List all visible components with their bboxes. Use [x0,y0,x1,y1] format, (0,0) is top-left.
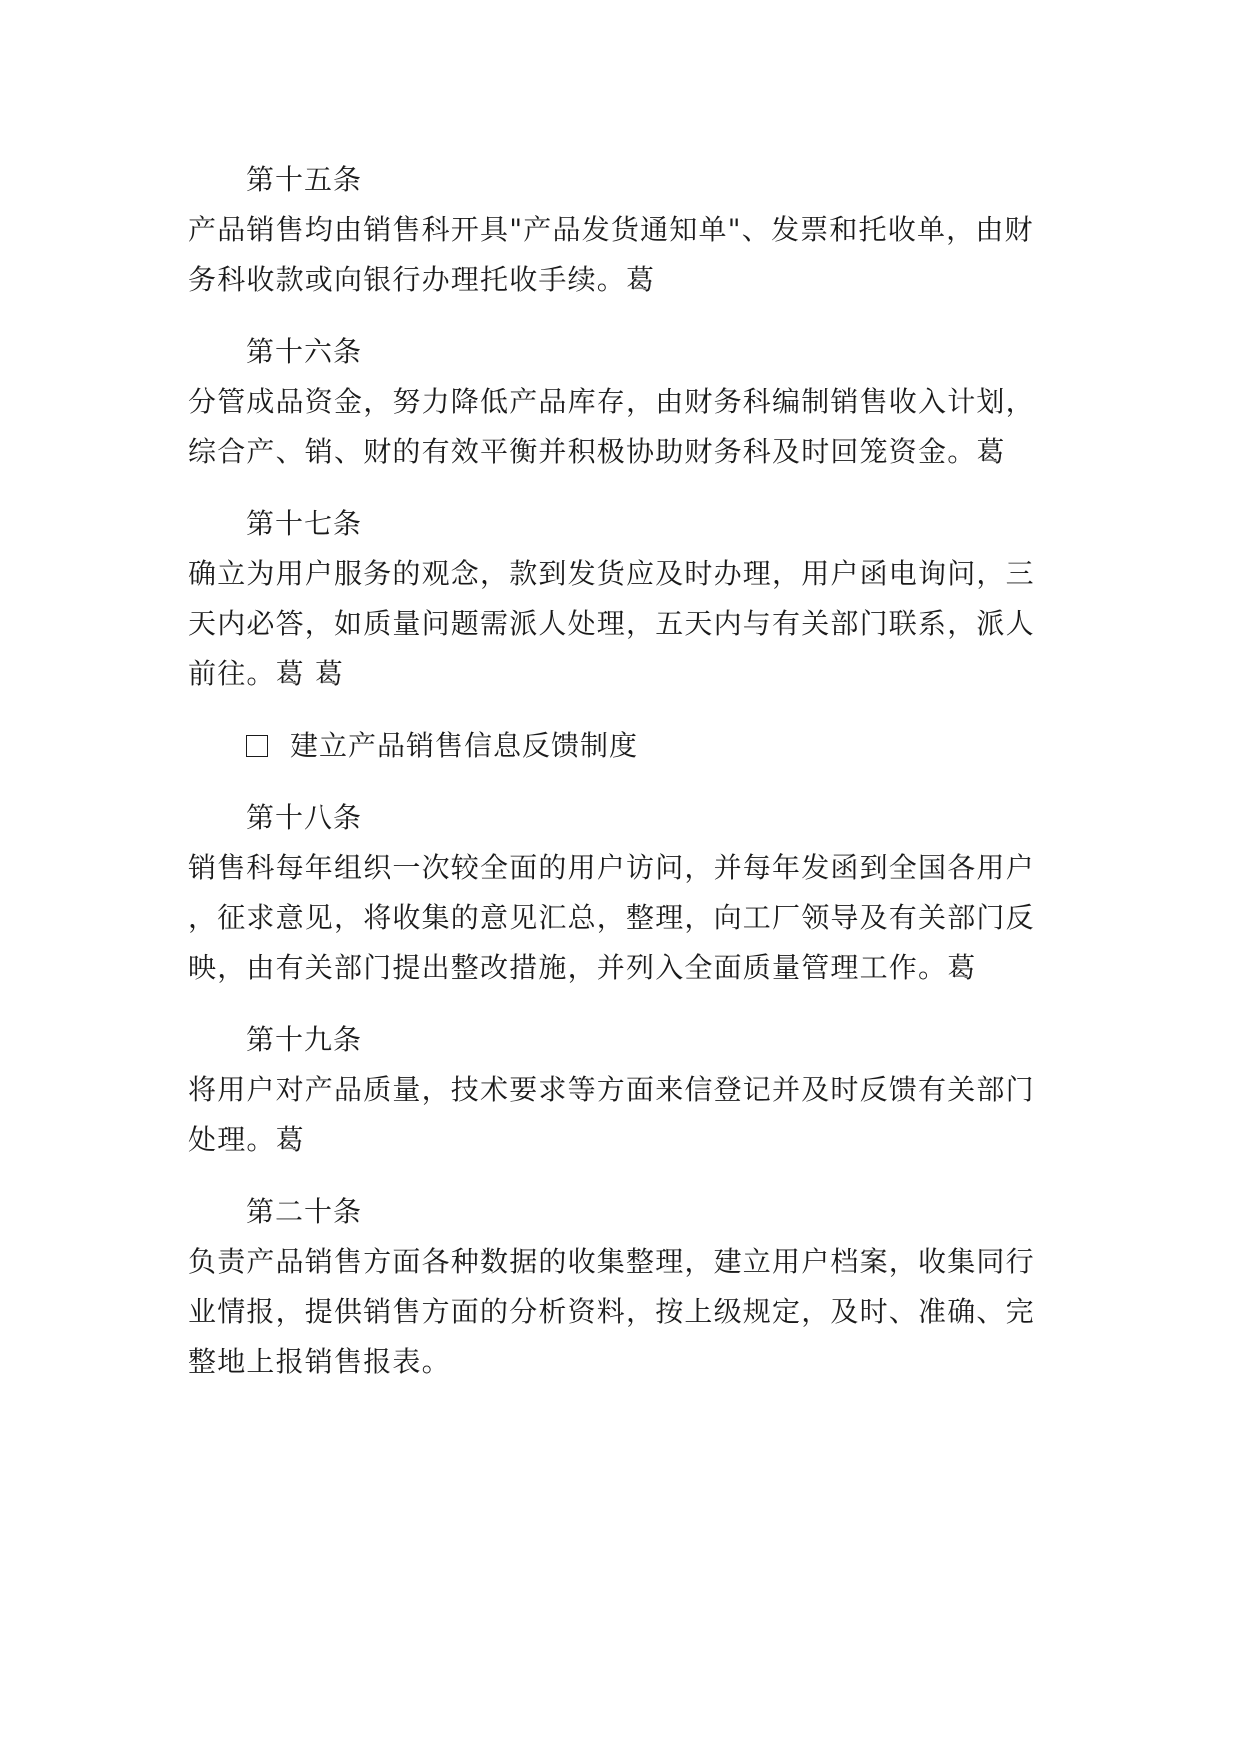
article-16 [188,327,1048,477]
text-line: 销售科每年组织一次较全面的用户访问，并每年发函到全国各用户 [188,851,1035,884]
article-text [188,1065,1048,1165]
text-line: 分管成品资金，努力降低产品库存，由财务科编制销售收入计划， [188,385,1035,418]
text-line: 前往。葛 葛 [188,657,345,690]
text-line: 映，由有关部门提出整改措施，并列入全面质量管理工作。葛 [188,951,977,984]
checkbox-icon [246,735,268,757]
article-20 [188,1187,1048,1387]
article-text [188,205,1048,305]
text-line: 整地上报销售报表。 [188,1345,451,1378]
text-line: 天内必答，如质量问题需派人处理，五天内与有关部门联系，派人 [188,607,1035,640]
article-heading: 第十五条 [246,163,363,196]
document-body [188,155,1048,1409]
text-line: 产品销售均由销售科开具"产品发货通知单"、发票和托收单，由财 [188,213,1034,246]
article-text [188,549,1048,699]
article-heading: 第十七条 [246,507,363,540]
text-line: 将用户对产品质量，技术要求等方面来信登记并及时反馈有关部门 [188,1073,1035,1106]
text-line: 务科收款或向银行办理托收手续。葛 [188,263,656,296]
subsection-heading [188,721,1048,771]
text-line: ，征求意见，将收集的意见汇总，整理，向工厂领导及有关部门反 [188,901,1035,934]
article-17 [188,499,1048,699]
article-heading: 第十九条 [246,1023,363,1056]
article-18 [188,793,1048,993]
subsection-title: 建立产品销售信息反馈制度 [290,729,639,762]
article-text [188,377,1048,477]
article-19 [188,1015,1048,1165]
text-line: 确立为用户服务的观念，款到发货应及时办理，用户函电询问，三 [188,557,1035,590]
text-line: 业情报，提供销售方面的分析资料，按上级规定，及时、准确、完 [188,1295,1035,1328]
article-heading: 第十六条 [246,335,363,368]
text-line: 处理。葛 [188,1123,305,1156]
text-line: 负责产品销售方面各种数据的收集整理，建立用户档案，收集同行 [188,1245,1035,1278]
article-15 [188,155,1048,305]
article-heading: 第十八条 [246,801,363,834]
article-text [188,1237,1048,1387]
article-text [188,843,1048,993]
text-line: 综合产、销、财的有效平衡并积极协助财务科及时回笼资金。葛 [188,435,1006,468]
article-heading: 第二十条 [246,1195,363,1228]
